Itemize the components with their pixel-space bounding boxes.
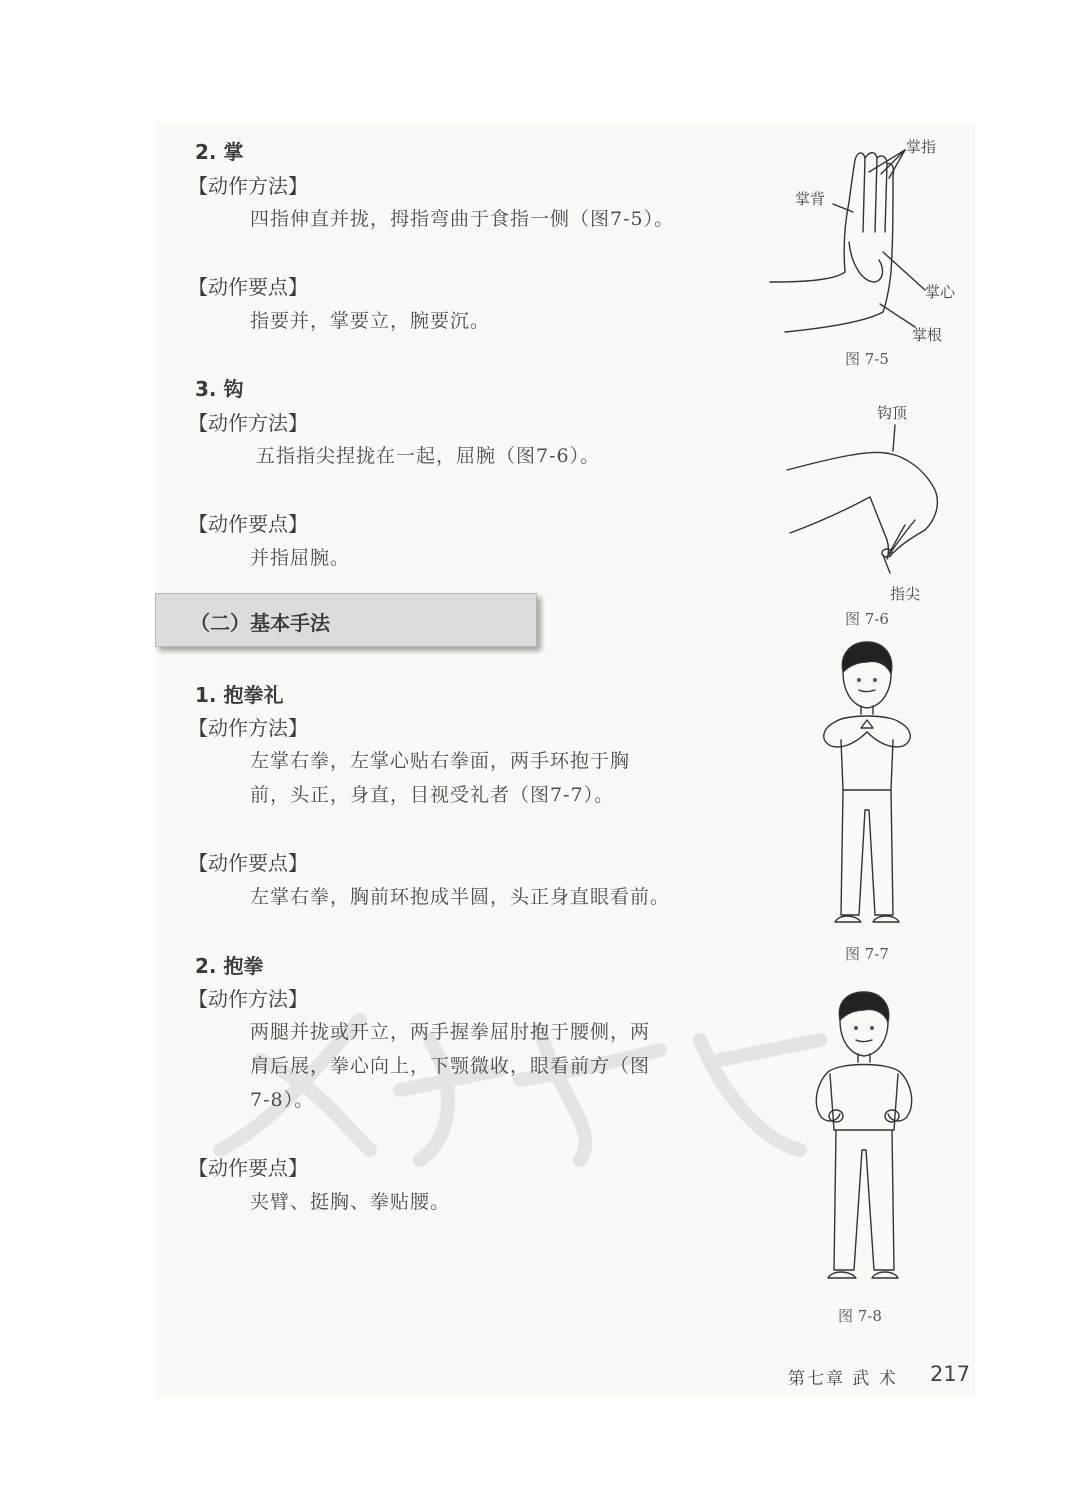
key-text-fist: 夹臂、挺胸、拳贴腰。 — [250, 1191, 451, 1213]
watermark-graphic — [200, 1000, 840, 1170]
figure-fist-salute-boy — [805, 640, 930, 935]
footer-chapter: 第七章 武 术 — [788, 1369, 898, 1389]
method-text-salute-line1: 左掌右拳，左掌心贴右拳面，两手环抱于胸 — [250, 750, 631, 772]
section-title-box — [155, 593, 537, 647]
caption-fig-7-5: 图 7-5 — [845, 350, 889, 368]
footer-page-number: 217 — [930, 1362, 971, 1386]
label-palm-heel: 掌根 — [912, 326, 943, 344]
method-text-salute-line2: 前，头正，身直，目视受礼者（图7-7）。 — [250, 784, 615, 806]
heading-palm: 2. 掌 — [195, 140, 244, 164]
heading-hook: 3. 钩 — [195, 377, 244, 401]
key-label-fist: 【动作要点】 — [188, 1156, 308, 1180]
key-text-palm: 指要并，掌要立，腕要沉。 — [250, 310, 491, 332]
label-hook-top: 钩顶 — [877, 404, 908, 422]
label-fingertips: 指尖 — [890, 585, 921, 603]
key-text-hook: 并指屈腕。 — [250, 547, 351, 569]
caption-fig-7-6: 图 7-6 — [845, 610, 889, 628]
caption-fig-7-8: 图 7-8 — [838, 1307, 882, 1325]
caption-fig-7-7: 图 7-7 — [845, 945, 889, 963]
figure-fists-at-waist-boy — [800, 990, 930, 1290]
label-palm-back: 掌背 — [795, 190, 826, 208]
label-palm-fingers: 掌指 — [906, 138, 937, 156]
section-title: （二）基本手法 — [190, 611, 330, 635]
method-label-fist: 【动作方法】 — [188, 987, 308, 1011]
key-label-hook: 【动作要点】 — [188, 512, 308, 536]
method-text-hook: 五指指尖捏拢在一起，屈腕（图7-6）。 — [256, 445, 601, 467]
heading-salute: 1. 抱拳礼 — [195, 683, 284, 707]
method-text-fist-line2: 肩后展，拳心向上，下颚微收，眼看前方（图 — [250, 1055, 651, 1077]
label-palm-center: 掌心 — [925, 283, 956, 301]
key-text-salute: 左掌右拳，胸前环抱成半圆，头正身直眼看前。 — [250, 886, 671, 908]
key-label-salute: 【动作要点】 — [188, 851, 308, 875]
heading-fist: 2. 抱拳 — [195, 954, 264, 978]
figure-hook-illustration — [785, 425, 955, 585]
figure-palm-illustration — [765, 132, 965, 352]
key-label-palm: 【动作要点】 — [188, 275, 308, 299]
method-label-hook: 【动作方法】 — [188, 411, 308, 435]
method-label-salute: 【动作方法】 — [188, 716, 308, 740]
method-text-palm: 四指伸直并拢，拇指弯曲于食指一侧（图7-5）。 — [250, 208, 675, 230]
method-text-fist-line3: 7-8）。 — [250, 1089, 315, 1111]
method-text-fist-line1: 两腿并拢或开立，两手握拳屈肘抱于腰侧，两 — [250, 1021, 651, 1043]
method-label-palm: 【动作方法】 — [188, 174, 308, 198]
